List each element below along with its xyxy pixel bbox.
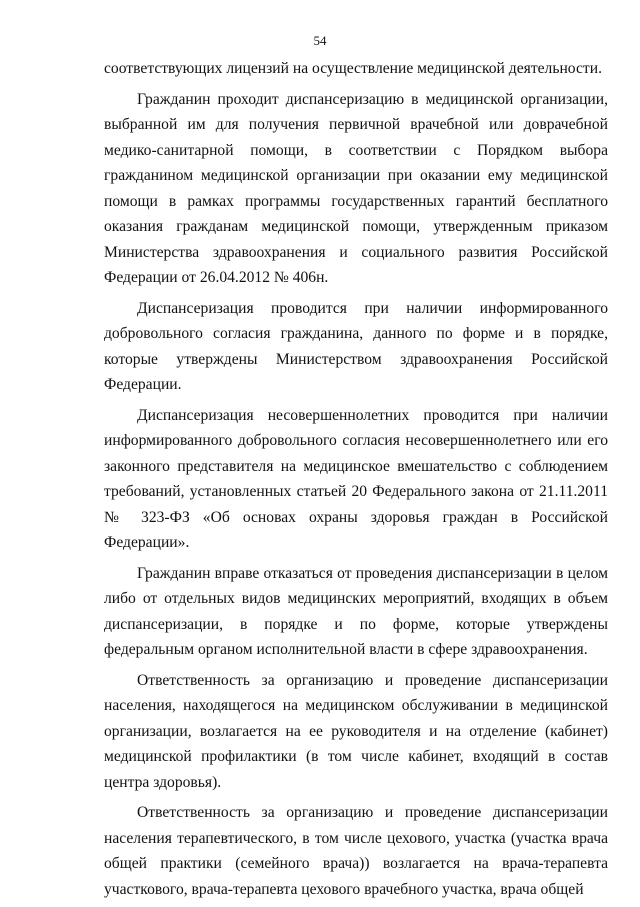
paragraph-informed-consent: Диспансеризация проводится при наличии информированного добровольного согласия гражданина, данного по форме и в порядке, которые утверждены Министерством здравоохранения Российской Федерации. [104, 299, 608, 393]
paragraph-refusal: Гражданин вправе отказаться от проведения диспансеризации в целом либо от отдельных видов медицинских мероприятий, входящих в объем диспансеризации, в порядке и по форме, которые утверждены федеральным органом исполнительной власти в сфере здравоохранения. [104, 564, 608, 658]
paragraph-minors: Диспансеризация несовершеннолетних проводится при наличии информированного добровольного согласия несовершеннолетнего или его законного представителя на медицинское вмешательство с соблюдением требований, установленных статьей 20 Федерального закона от 21.11.2011 № 323-ФЗ «Об основах охраны здоровья граждан в Российской Федерации». [104, 406, 608, 551]
paragraph-responsibility-district: Ответственность за организацию и проведение диспансеризации населения терапевтического, в том числе цехового, участка (участка врача общей практики (семейного врача)) возлагается на врача-терапевта участкового, врача-терапевта цехового врачебного участка, врача общей [104, 804, 608, 898]
paragraph-clinic-choice: Гражданин проходит диспансеризацию в медицинской организации, выбранной им для получения первичной врачебной или доврачебной медико-санитарной помощи, в соответствии с Порядком выбора гражданином медицинской организации при оказании ему медицинской помощи в рамках программы государственных гарантий бесплатного оказания гражданам медицинской помощи, утвержденным приказом Министерства здравоохранения и социального развития Российской Федерации от 26.04.2012 № 406н. [104, 90, 608, 286]
paragraph-responsibility-organization: Ответственность за организацию и проведение диспансеризации населения, находящегося на медицинском обслуживании в медицинской организации, возлагается на ее руководителя и на отделение (кабинет) медицинской профилактики (в том числе кабинет, входящий в состав центра здоровья). [104, 671, 608, 791]
paragraph-continued: соответствующих лицензий на осуществление медицинской деятельности. [104, 60, 602, 77]
page-number: 54 [313, 33, 327, 48]
document-body [104, 56, 608, 907]
